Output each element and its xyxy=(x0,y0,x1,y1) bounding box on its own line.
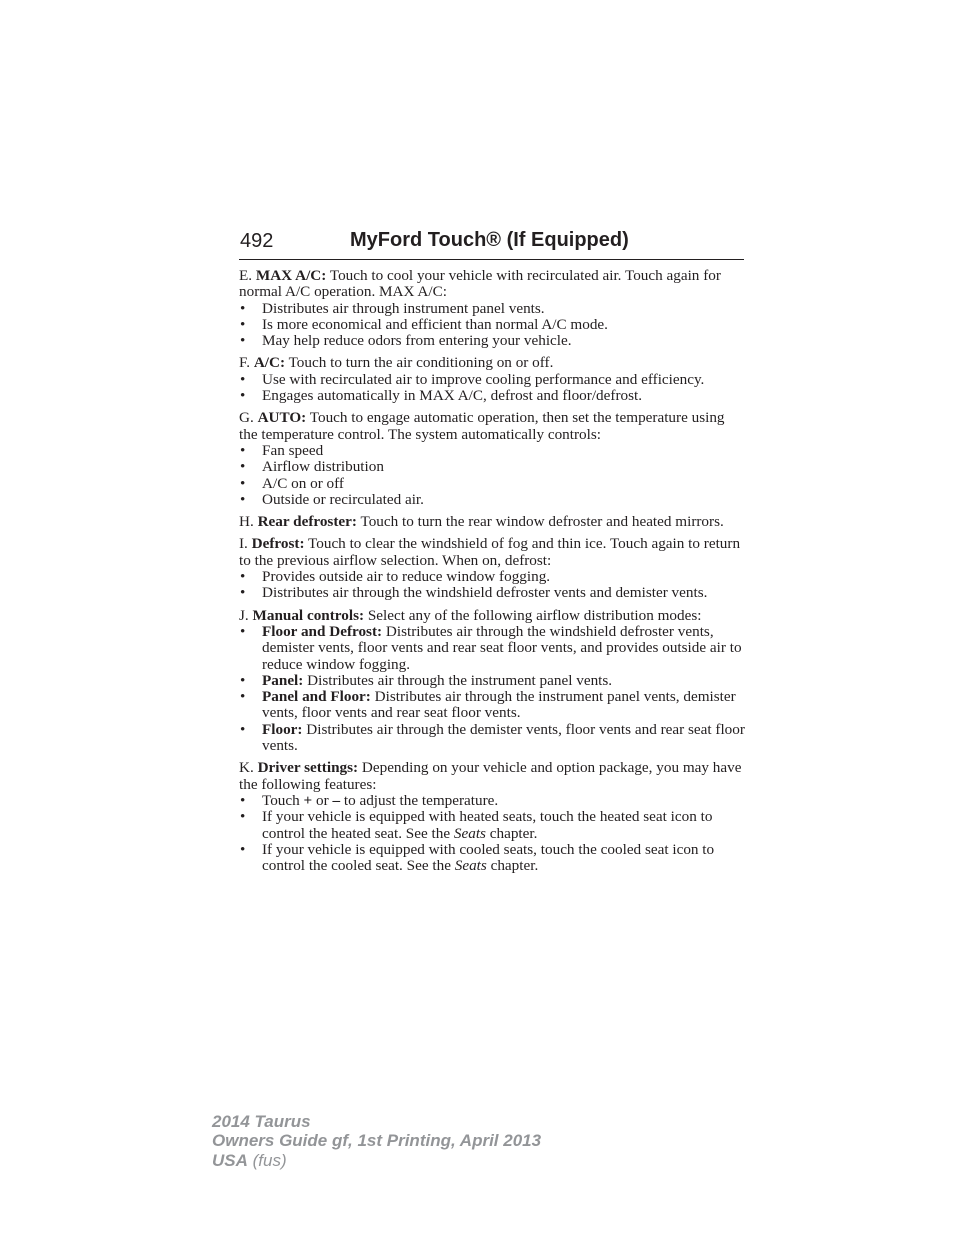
chapter-title: MyFord Touch® (If Equipped) xyxy=(350,229,629,251)
bullet-icon: • xyxy=(240,840,246,858)
page-footer xyxy=(212,1112,541,1170)
list-item xyxy=(239,793,745,809)
page-number: 492 xyxy=(240,230,274,252)
section-letter: G. xyxy=(239,409,258,427)
list-item-term: Floor: xyxy=(262,720,303,738)
section-letter: I. xyxy=(239,535,252,553)
bullet-icon: • xyxy=(240,458,246,476)
section-text: Touch to turn the rear window defroster and heated mirrors. xyxy=(356,513,724,531)
main-content xyxy=(239,268,745,880)
section-text: Select any of the following airflow distribution modes: xyxy=(364,606,702,624)
list-item xyxy=(239,317,745,333)
section-intro xyxy=(239,514,745,530)
bullet-list xyxy=(239,301,745,350)
list-item-text: Distributes air through the demister vents, floor vents and rear seat floor vents. xyxy=(262,720,745,755)
section-term: Defrost: xyxy=(251,535,305,553)
list-item-term: Panel: xyxy=(262,671,304,689)
section-intro xyxy=(239,536,745,569)
list-item xyxy=(239,673,745,689)
section-term: AUTO: xyxy=(257,409,307,427)
list-item xyxy=(239,388,745,404)
bullet-icon: • xyxy=(240,332,246,350)
list-item-text: Use with recirculated air to improve cooling performance and efficiency. xyxy=(262,370,705,388)
list-item-text: A/C on or off xyxy=(262,474,344,492)
footer-edition: Owners Guide gf, 1st Printing, April 2013 xyxy=(212,1131,542,1151)
control-section xyxy=(239,608,745,755)
control-section xyxy=(239,268,745,349)
list-item xyxy=(239,443,745,459)
list-item-text: If your vehicle is equipped with cooled seats, touch the cooled seat icon to control the cooled seat. See the Seats chapter. xyxy=(262,840,715,875)
footer-region xyxy=(212,1151,541,1170)
footer-region-code: (fus) xyxy=(247,1150,287,1170)
bullet-icon: • xyxy=(240,387,246,405)
list-item-text: Is more economical and efficient than normal A/C mode. xyxy=(262,315,608,333)
section-term: Manual controls: xyxy=(252,606,365,624)
section-term: A/C: xyxy=(253,354,286,372)
bullet-icon: • xyxy=(240,720,246,738)
bullet-icon: • xyxy=(240,474,246,492)
section-letter: K. xyxy=(239,759,258,777)
list-item-text: Distributes air through instrument panel vents. xyxy=(262,299,545,317)
section-text: Depending on your vehicle and option package, you may have the following features: xyxy=(239,759,742,793)
control-section xyxy=(239,514,745,530)
list-item xyxy=(239,624,745,673)
list-item-text: Outside or recirculated air. xyxy=(262,490,424,508)
section-text: Touch to engage automatic operation, then set the temperature using the temperature control. The system automatically controls: xyxy=(239,409,725,443)
list-item xyxy=(239,569,745,585)
bullet-list xyxy=(239,624,745,754)
list-item-term: Panel and Floor: xyxy=(262,688,371,706)
section-letter: E. xyxy=(239,267,256,284)
section-letter: J. xyxy=(239,606,253,624)
section-term: Driver settings: xyxy=(257,759,359,777)
section-intro xyxy=(239,355,745,371)
bullet-icon: • xyxy=(240,808,246,826)
bullet-list xyxy=(239,372,745,405)
bullet-icon: • xyxy=(240,370,246,388)
bullet-icon: • xyxy=(240,441,246,459)
list-item-text: May help reduce odors from entering your vehicle. xyxy=(262,332,572,350)
bullet-icon: • xyxy=(240,568,246,586)
list-item xyxy=(239,476,745,492)
list-item xyxy=(239,301,745,317)
section-text: Touch to clear the windshield of fog and thin ice. Touch again to return to the previous airflow selection. When on, defrost: xyxy=(239,535,741,569)
list-item xyxy=(239,809,745,842)
list-item xyxy=(239,492,745,508)
bullet-icon: • xyxy=(240,299,246,317)
bullet-icon: • xyxy=(240,315,246,333)
footer-country: USA xyxy=(212,1150,248,1170)
list-item-text: Fan speed xyxy=(262,441,324,459)
list-item-text: Provides outside air to reduce window fogging. xyxy=(262,568,551,586)
section-term: Rear defroster: xyxy=(257,513,357,531)
bullet-icon: • xyxy=(240,622,246,640)
section-intro xyxy=(239,268,745,301)
list-item-text: Distributes air through the windshield defroster vents, demister vents, floor vents and rear seat floor vents, and provides outside air to reduce window fogging. xyxy=(262,622,742,673)
list-item-text: Distributes air through the instrument panel vents, demister vents, floor vents and rear seat floor vents. xyxy=(262,688,736,722)
list-item-text: Distributes air through the windshield defroster vents and demister vents. xyxy=(262,584,708,602)
bullet-icon: • xyxy=(240,688,246,706)
section-term: MAX A/C: xyxy=(255,267,327,284)
list-item-text: If your vehicle is equipped with heated seats, touch the heated seat icon to control the heated seat. See the Seats chapter. xyxy=(262,808,713,842)
list-item-text: Touch + or – to adjust the temperature. xyxy=(262,791,499,809)
bullet-icon: • xyxy=(240,490,246,508)
control-section xyxy=(239,410,745,508)
bullet-icon: • xyxy=(240,584,246,602)
list-item xyxy=(239,333,745,349)
section-letter: H. xyxy=(239,513,258,531)
bullet-icon: • xyxy=(240,671,246,689)
list-item-text: Distributes air through the instrument panel vents. xyxy=(303,671,613,689)
section-text: Touch to turn the air conditioning on or off. xyxy=(285,354,554,372)
section-intro xyxy=(239,760,745,793)
list-item xyxy=(239,585,745,601)
bullet-icon: • xyxy=(240,791,246,809)
list-item-term: Floor and Defrost: xyxy=(262,622,383,640)
bullet-list xyxy=(239,569,745,602)
list-item xyxy=(239,842,745,875)
section-intro xyxy=(239,410,745,443)
section-intro xyxy=(239,608,745,624)
list-item xyxy=(239,722,745,755)
list-item xyxy=(239,459,745,475)
list-item-text: Airflow distribution xyxy=(262,458,384,476)
control-section xyxy=(239,760,745,874)
list-item-text: Engages automatically in MAX A/C, defrost and floor/defrost. xyxy=(262,387,643,405)
control-section xyxy=(239,536,745,601)
list-item xyxy=(239,689,745,722)
control-section xyxy=(239,355,745,404)
section-letter: F. xyxy=(239,354,254,372)
bullet-list xyxy=(239,793,745,874)
list-item xyxy=(239,372,745,388)
bullet-list xyxy=(239,443,745,508)
footer-model: 2014 Taurus xyxy=(212,1112,311,1131)
page-header xyxy=(239,229,744,260)
section-text: Touch to cool your vehicle with recirculated air. Touch again for normal A/C operation. MAX A/C: xyxy=(239,267,721,301)
